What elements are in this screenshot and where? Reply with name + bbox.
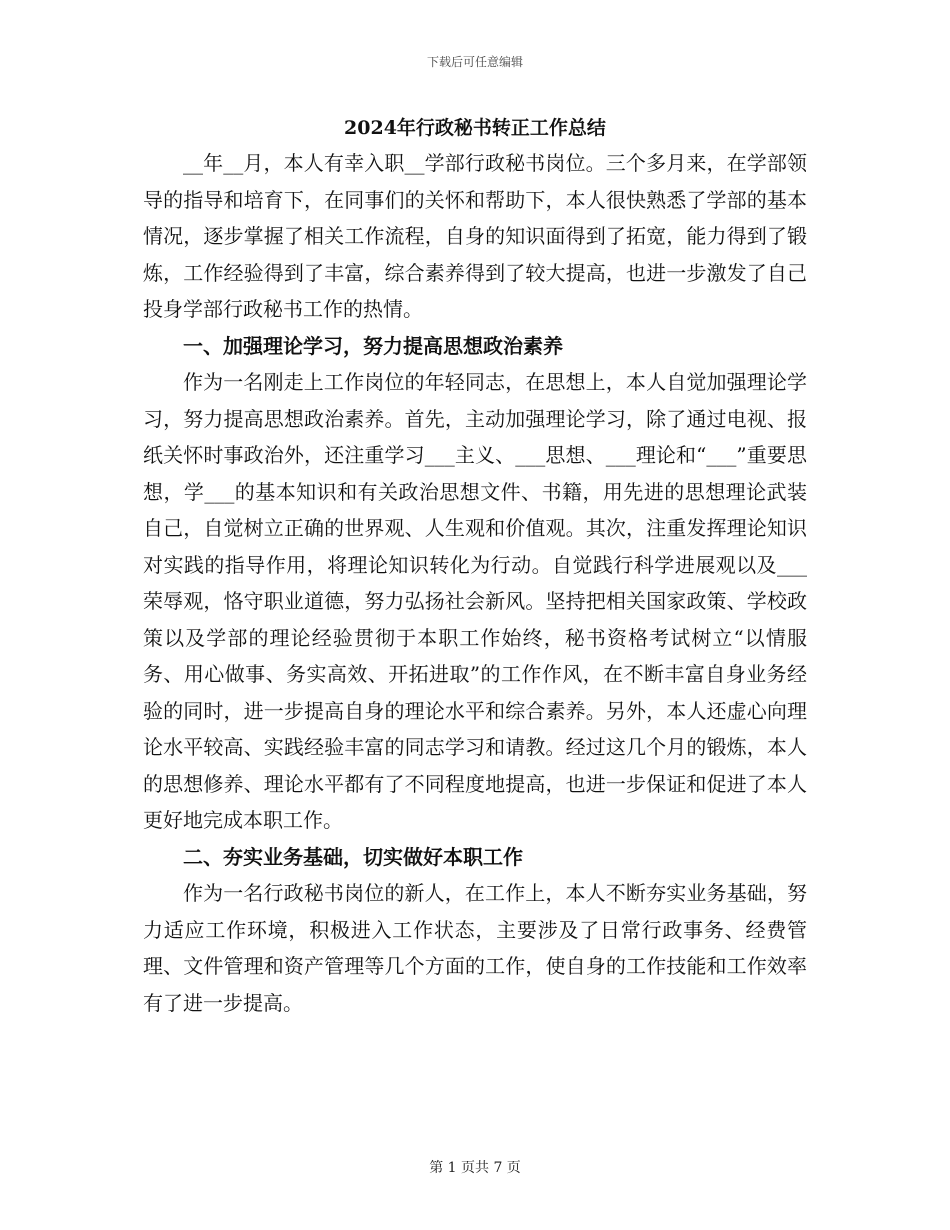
section-heading-1: 一、加强理论学习，努力提高思想政治素养 — [183, 333, 563, 358]
paragraph-section-2: 作为一名行政秘书岗位的新人，在工作上，本人不断夯实业务基础，努力适应工作环境，积极进入工作状态，主要涉及了日常行政事务、经费管理、文件管理和资产管理等几个方面的工作，使自身的工作技能和工作效率有了进一步提高。 — [143, 881, 807, 1015]
page-title: 2024年行政秘书转正工作总结 — [344, 117, 606, 139]
header-note: 下载后可任意编辑 — [426, 55, 523, 69]
document-body — [143, 145, 807, 1021]
page-number: 第 1 页共 7 页 — [429, 1160, 521, 1176]
section-heading-2: 二、夯实业务基础，切实做好本职工作 — [183, 844, 523, 869]
paragraph-intro: __年__月，本人有幸入职__学部行政秘书岗位。三个多月来，在学部领导的指导和培育下，在同事们的关怀和帮助下，本人很快熟悉了学部的基本情况，逐步掌握了相关工作流程，自身的知识面得到了拓宽，能力得到了锻炼，工作经验得到了丰富，综合素养得到了较大提高，也进一步激发了自己投身学部行政秘书工作的热情。 — [143, 151, 807, 321]
paragraph-section-1: 作为一名刚走上工作岗位的年轻同志，在思想上，本人自觉加强理论学习，努力提高思想政治素养。首先，主动加强理论学习，除了通过电视、报纸关怀时事政治外，还注重学习___主义、___思想、___理论和“___”重要思想，学___的基本知识和有关政治思想文件、书籍，用先进的思想理论武装自己，自觉树立正确的世界观、人生观和价值观。其次，注重发挥理论知识对实践的指导作用，将理论知识转化为行动。自觉践行科学进展观以及___荣辱观，恪守职业道德，努力弘扬社会新风。坚持把相关国家政策、学校政策以及学部的理论经验贯彻于本职工作始终，秘书资格考试树立“以情服务、用心做事、务实高效、开拓进取”的工作作风，在不断丰富自身业务经验的同时，进一步提高自身的理论水平和综合素养。另外，本人还虚心向理论水平较高、实践经验丰富的同志学习和请教。经过这几个月的锻炼，本人的思想修养、理论水平都有了不同程度地提高，也进一步保证和促进了本人更好地完成本职工作。 — [143, 370, 807, 832]
